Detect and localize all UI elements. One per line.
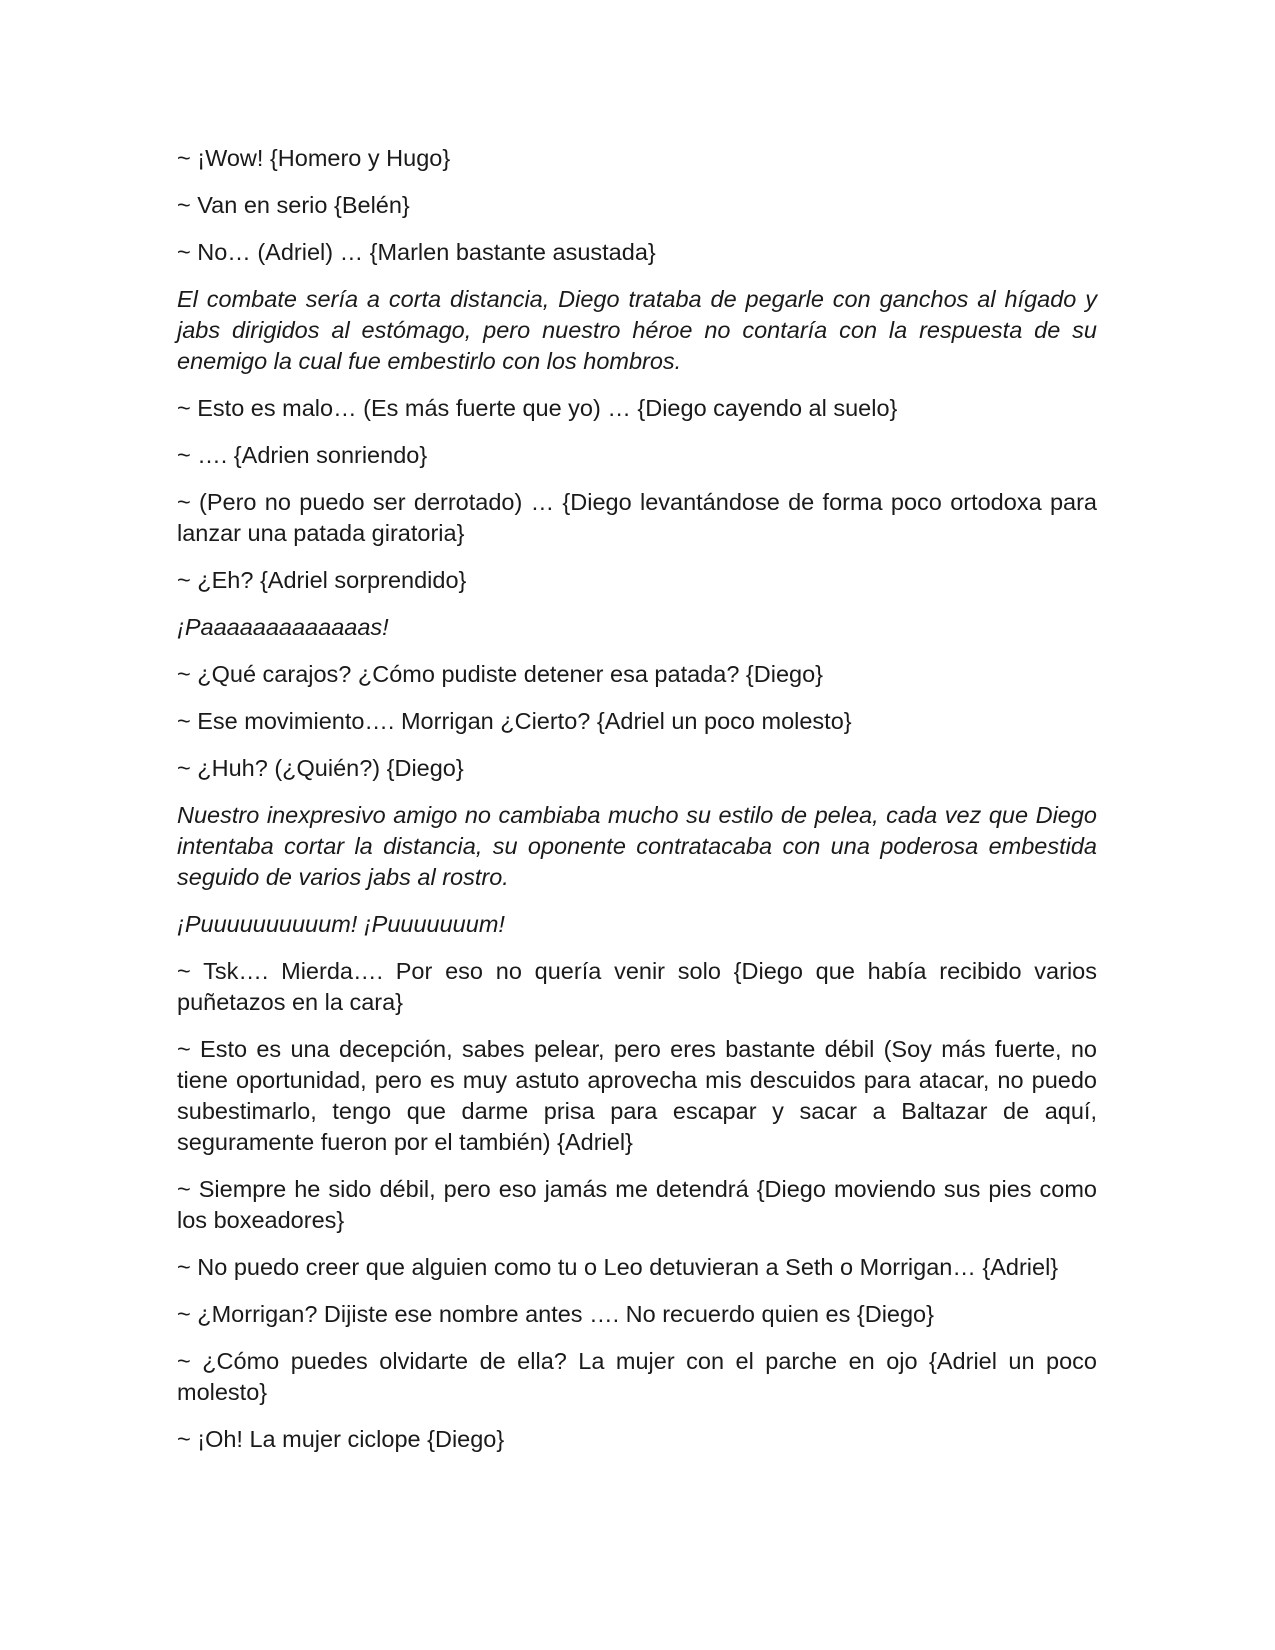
dialogue-line: ~ Ese movimiento…. Morrigan ¿Cierto? {Adriel un poco molesto} (177, 708, 852, 734)
dialogue-line: ~ Esto es malo… (Es más fuerte que yo) … {Diego cayendo al suelo} (177, 395, 898, 421)
dialogue-line: ~ ¿Huh? (¿Quién?) {Diego} (177, 755, 464, 781)
dialogue-line: ~ Tsk…. Mierda…. Por eso no quería venir solo {Diego que había recibido varios puñetazos en la cara} (177, 958, 1097, 1015)
dialogue-line: ~ Van en serio {Belén} (177, 192, 410, 218)
dialogue-line: ~ Siempre he sido débil, pero eso jamás me detendrá {Diego moviendo sus pies como los boxeadores} (177, 1176, 1097, 1233)
dialogue-line: ~ ¿Cómo puedes olvidarte de ella? La mujer con el parche en ojo {Adriel un poco molesto} (177, 1348, 1097, 1405)
dialogue-line: ~ …. {Adrien sonriendo} (177, 442, 428, 468)
dialogue-line: ~ (Pero no puedo ser derrotado) … {Diego levantándose de forma poco ortodoxa para lanzar una patada giratoria} (177, 489, 1097, 546)
narration-paragraph: Nuestro inexpresivo amigo no cambiaba mucho su estilo de pelea, cada vez que Diego intentaba cortar la distancia, su oponente contratacaba con una poderosa embestida seguido de varios jabs al rostro. (177, 802, 1097, 890)
narration-paragraph: El combate sería a corta distancia, Diego trataba de pegarle con ganchos al hígado y jabs dirigidos al estómago, pero nuestro héroe no contaría con la respuesta de su enemigo la cual fue embestirlo con los hombros. (177, 286, 1097, 374)
sound-effect: ¡Paaaaaaaaaaaaas! (177, 614, 389, 640)
dialogue-line: ~ Esto es una decepción, sabes pelear, pero eres bastante débil (Soy más fuerte, no tiene oportunidad, pero es muy astuto aprovecha mis descuidos para atacar, no puedo subestimarlo, tengo que darme prisa para escapar y sacar a Baltazar de aquí, seguramente fueron por el también) {Adriel} (177, 1036, 1097, 1155)
document-page (177, 143, 1097, 1471)
dialogue-line: ~ ¿Qué carajos? ¿Cómo pudiste detener esa patada? {Diego} (177, 661, 824, 687)
dialogue-line: ~ ¿Morrigan? Dijiste ese nombre antes …. No recuerdo quien es {Diego} (177, 1301, 934, 1327)
dialogue-line: ~ ¡Wow! {Homero y Hugo} (177, 145, 451, 171)
dialogue-line: ~ ¿Eh? {Adriel sorprendido} (177, 567, 467, 593)
sound-effect: ¡Puuuuuuuuuum! ¡Puuuuuuum! (177, 911, 505, 937)
dialogue-line: ~ ¡Oh! La mujer ciclope {Diego} (177, 1426, 505, 1452)
dialogue-line: ~ No puedo creer que alguien como tu o Leo detuvieran a Seth o Morrigan… {Adriel} (177, 1254, 1059, 1280)
dialogue-line: ~ No… (Adriel) … {Marlen bastante asustada} (177, 239, 656, 265)
